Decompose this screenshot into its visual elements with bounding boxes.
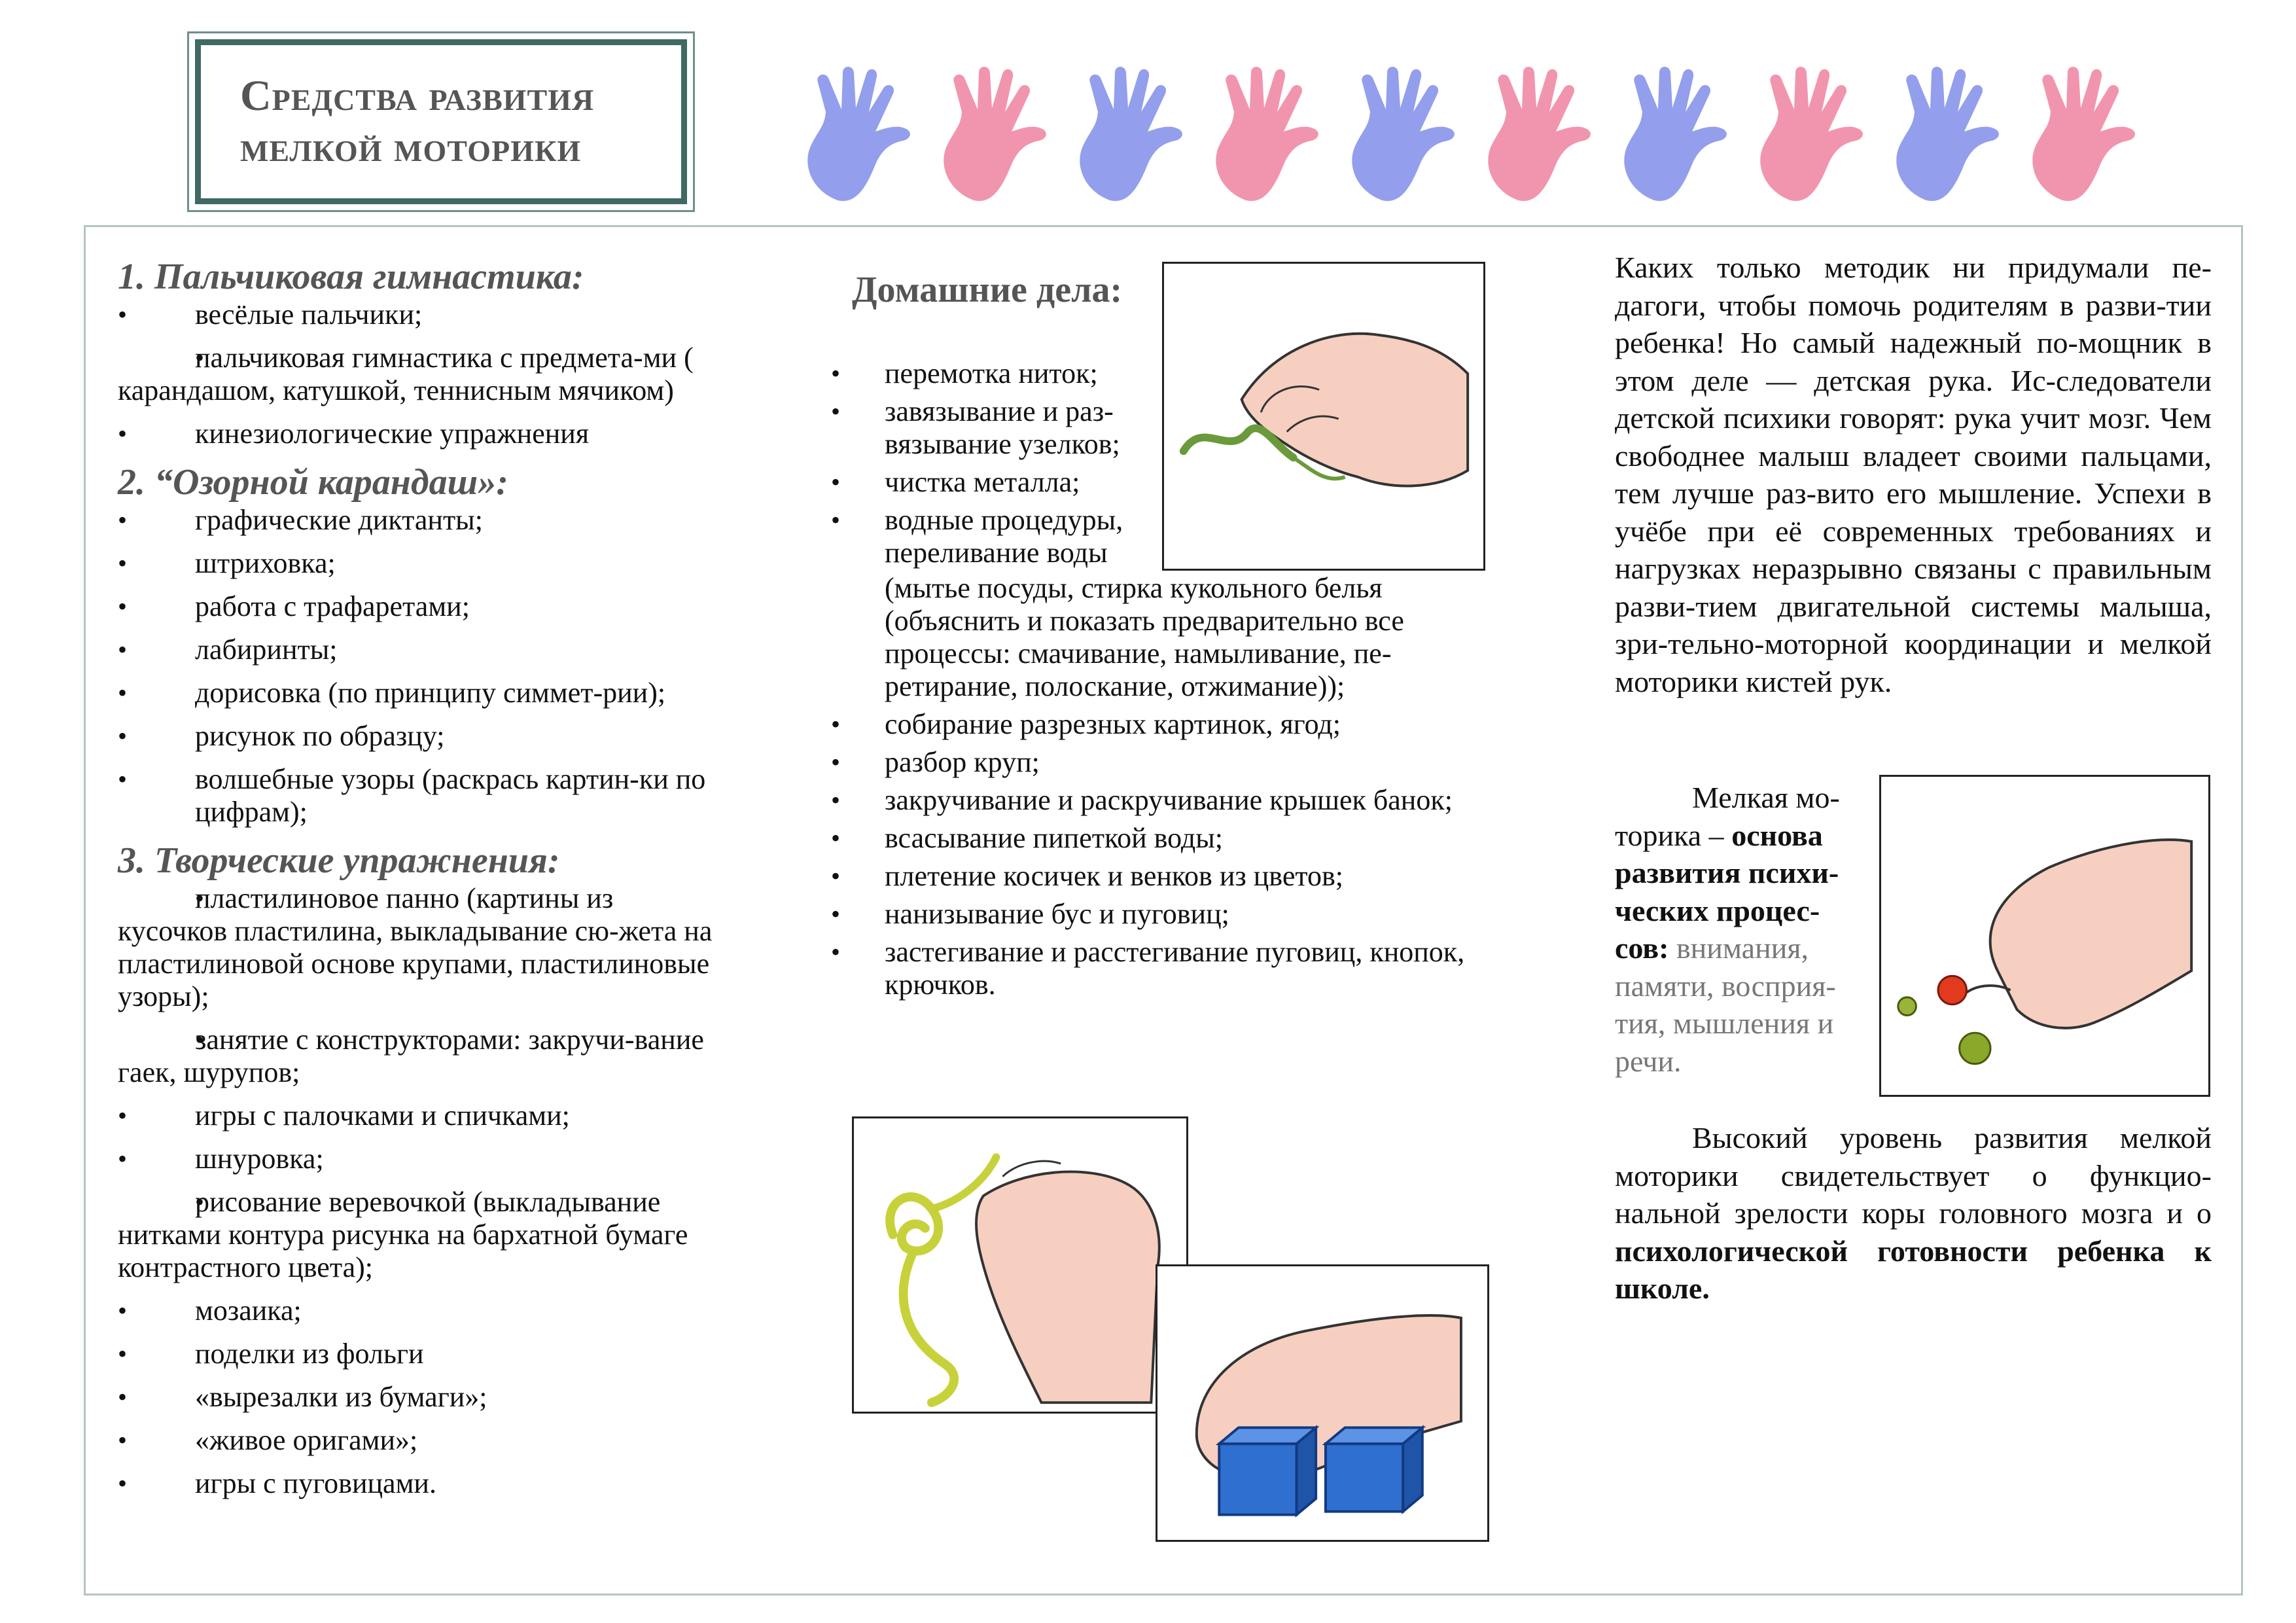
list-item: • «живое оригами»;	[118, 1424, 713, 1457]
fine-motor-text-bold: основа развития психи-ческих процес-сов:	[1615, 818, 1839, 965]
list-item: • рисование веревочкой (выкладывание нитками контура рисунка на бархатной бумаге контрастного цвета);	[118, 1186, 713, 1284]
list-item: • плетение косичек и венков из цветов;	[831, 860, 1492, 893]
handprint-icon	[1352, 67, 1455, 201]
list-item: • шнуровка;	[118, 1143, 713, 1175]
list-item: • чистка металла;	[831, 466, 1139, 499]
handprints-banner	[785, 63, 2166, 207]
handprint-icon	[1624, 67, 1727, 201]
list-item-continuation: (мытье посуды, стирка кукольного белья (объяснить и показать предварительно все процессы: смачивание, намыливание, пе-ретирание, полоскание, отжимание));	[885, 572, 1404, 702]
thread-winding-illustration	[1162, 262, 1485, 571]
list-item: • лабиринты;	[118, 633, 713, 666]
list-item: • игры с палочками и спичками;	[118, 1099, 713, 1132]
list-item: • пластилиновое панно (картины из кусочков пластилина, выкладывание сю-жета на пластилиновой основе крупами, пластилиновые узоры);	[118, 882, 713, 1013]
list-item: • весёлые пальчики;	[118, 298, 713, 331]
readiness-text: Высокий уровень развития мелкой моторики свидетельствует о функцио-нальной зрелости коры головного мозга и о	[1615, 1121, 2212, 1230]
list-item: • завязывание и раз-вязывание узелков;	[831, 395, 1139, 461]
list-item: • водные процедуры, переливание воды	[831, 504, 1139, 569]
list-item: • разбор круп;	[831, 746, 1492, 779]
handprint-icon	[807, 67, 910, 201]
list-item: • пальчиковая гимнастика с предмета-ми ( карандашом, катушкой, теннисным мячиком)	[118, 342, 713, 407]
title-box	[187, 31, 695, 212]
section-heading: 2. “Озорной карандаш»:	[118, 462, 508, 503]
list-item: • собирание разрезных картинок, ягод;	[831, 708, 1492, 741]
section-heading: 3. Творческие упражнения:	[118, 840, 560, 881]
lacing-illustration	[852, 1116, 1188, 1414]
list-item: • застегивание и расстегивание пуговиц, кнопок, крючков.	[831, 936, 1474, 1001]
list-item: • «вырезалки из бумаги»;	[118, 1381, 713, 1414]
list-item: • поделки из фольги	[118, 1338, 713, 1370]
list-item: • штриховка;	[118, 547, 713, 580]
list-item: • игры с пуговицами.	[118, 1467, 713, 1500]
list-item: • закручивание и раскручивание крышек банок;	[831, 784, 1474, 817]
left-column	[118, 255, 713, 1510]
list-item: • работа с трафаретами;	[118, 590, 713, 623]
fine-motor-text-a: Мелкая мо-торика –	[1615, 781, 1840, 852]
title-line-1: Средства развития	[240, 72, 595, 120]
intro-paragraph: Каких только методик ни придумали пе-дагоги, чтобы помочь родителям в разви-тии ребенка! Но самый надежный по-мощник в этом деле — детская рука. Ис-следователи детской психики говорят: рука учит мозг. Чем свободнее малыш владеет своими пальцами, тем лучше раз-вито его мышление. Успехи в учёбе при её современных требованиях и нагрузках неразрывно связаны с правильным разви-тием двигательной системы малыша, зри-тельно-моторной координации и мелкой моторики кистей рук.	[1615, 251, 2212, 698]
handprint-icon	[2032, 67, 2135, 201]
list-item: • дорисовка (по принципу симмет-рии);	[118, 677, 713, 709]
list-item: • занятие с конструкторами: закручи-вание гаек, шурупов;	[118, 1024, 713, 1089]
readiness-paragraph	[1615, 1119, 2212, 1308]
section-heading: 1. Пальчиковая гимнастика:	[118, 257, 584, 297]
list-item: • нанизывание бус и пуговиц;	[831, 898, 1492, 931]
picking-berries-illustration	[1879, 775, 2210, 1097]
list-item: • рисунок по образцу;	[118, 720, 713, 753]
title-line-2: мелкой моторики	[240, 123, 582, 171]
handprint-icon	[1080, 67, 1182, 201]
handprint-icon	[1216, 67, 1318, 201]
fine-motor-paragraph	[1615, 779, 1863, 1080]
list-item: • графические диктанты;	[118, 504, 713, 537]
handprint-icon	[1896, 67, 1999, 201]
fine-motor-text-gray: внимания, памяти, восприя-тия, мышления и речи.	[1615, 931, 1836, 1078]
list-item: • волшебные узоры (раскрась картин-ки по цифрам);	[118, 763, 713, 829]
title-inner-frame	[195, 39, 687, 204]
right-column	[1615, 249, 2212, 700]
handprint-icon	[944, 67, 1046, 201]
list-item: • мозаика;	[118, 1294, 713, 1327]
readiness-text-bold: психологической готовности ребенка к школе.	[1615, 1234, 2212, 1305]
list-item: • перемотка ниток;	[831, 357, 1139, 390]
home-chores-heading: Домашние дела:	[852, 270, 1123, 310]
handprint-icon	[1488, 67, 1591, 201]
list-item: • всасывание пипеткой воды;	[831, 822, 1492, 855]
handprint-icon	[1760, 67, 1863, 201]
list-item: • кинезиологические упражнения	[118, 418, 713, 450]
cubes-illustration	[1156, 1264, 1489, 1542]
